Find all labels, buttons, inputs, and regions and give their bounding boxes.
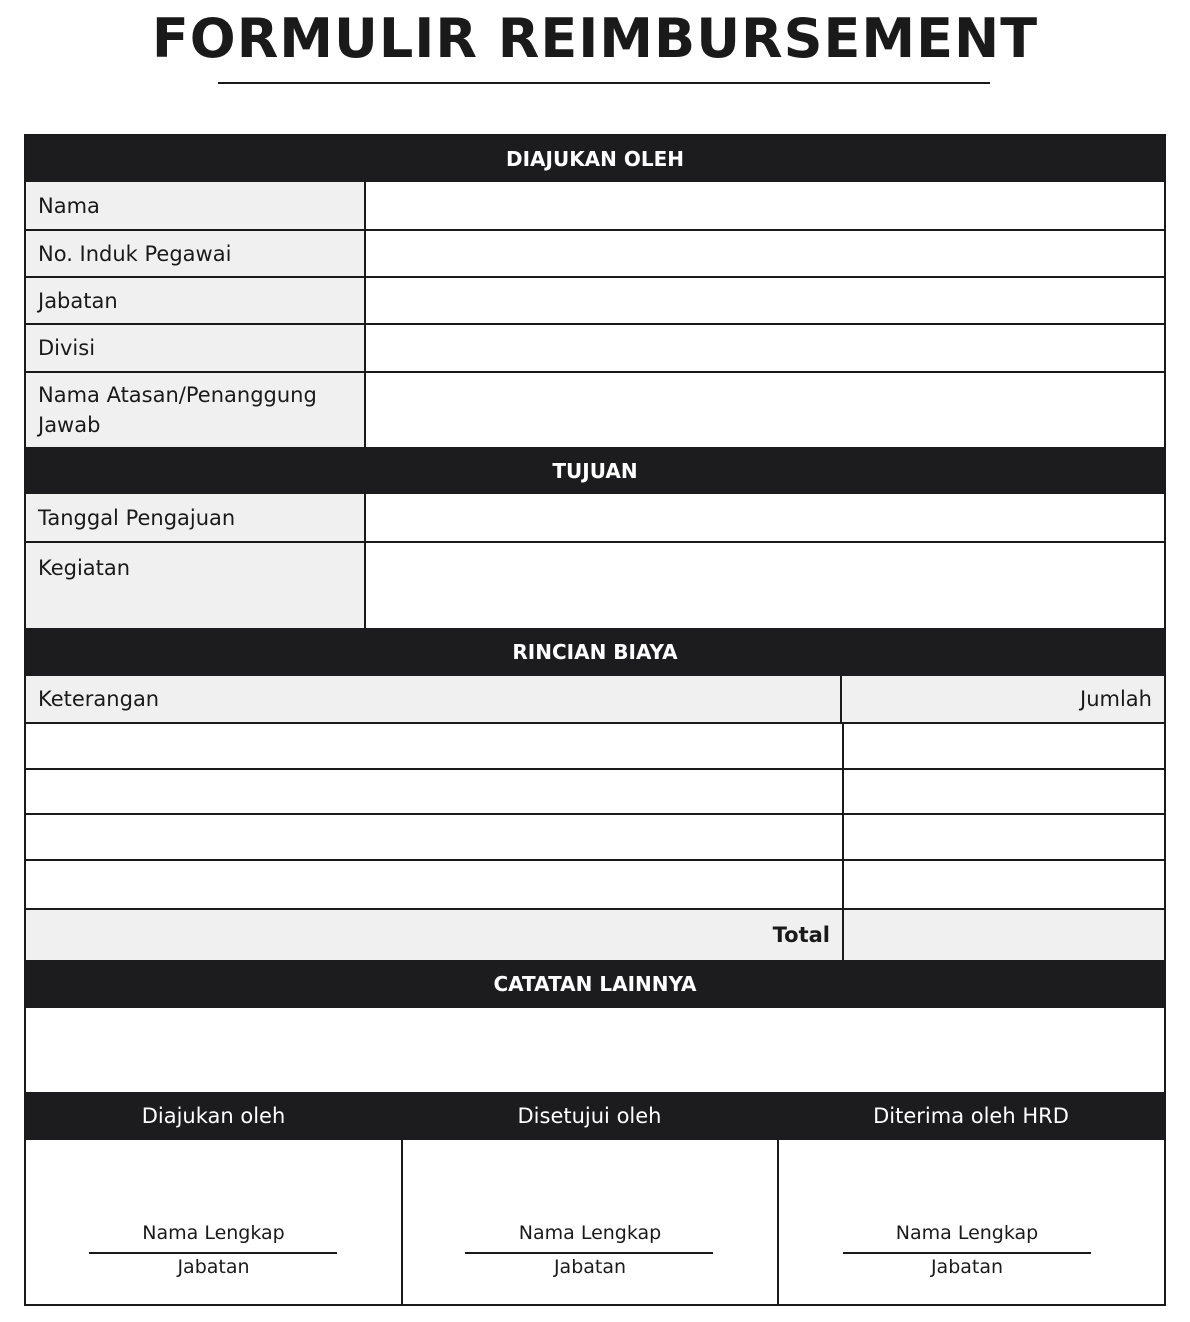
field-label-name: Nama: [26, 182, 366, 229]
field-label-position: Jabatan: [26, 278, 366, 323]
total-label: Total: [26, 910, 842, 960]
field-label-supervisor: Nama Atasan/Penanggung Jawab: [26, 373, 366, 447]
title-underline: [218, 82, 990, 84]
signature-line: [843, 1252, 1091, 1254]
page-title: FORMULIR REIMBURSEMENT: [151, 7, 1039, 70]
signature-full-name: Nama Lengkap: [895, 1222, 1039, 1244]
column-header-description: Keterangan: [26, 676, 842, 722]
signature-box-submitted[interactable]: [26, 1140, 401, 1304]
signature-line: [465, 1252, 713, 1254]
total-amount-field[interactable]: [844, 910, 1164, 960]
field-label-submission-date: Tanggal Pengajuan: [26, 494, 366, 541]
signature-position: Jabatan: [177, 1256, 250, 1278]
cost-row-description[interactable]: [26, 815, 842, 859]
signature-title-received-hrd: Diterima oleh HRD: [873, 1104, 1069, 1128]
field-input-employee-id[interactable]: [368, 231, 1164, 276]
field-input-position[interactable]: [368, 278, 1164, 323]
field-input-name[interactable]: [368, 182, 1164, 229]
field-input-division[interactable]: [368, 325, 1164, 371]
field-input-submission-date[interactable]: [368, 494, 1164, 541]
reimbursement-form: [24, 134, 1166, 1306]
cost-row-description[interactable]: [26, 724, 842, 768]
field-input-activity[interactable]: [368, 543, 1164, 628]
field-label-activity: Kegiatan: [26, 543, 366, 628]
signature-position: Jabatan: [930, 1256, 1004, 1278]
field-input-supervisor[interactable]: [368, 373, 1164, 447]
signature-box-approved[interactable]: [403, 1140, 777, 1304]
section-header-submitted-by: DIAJUKAN OLEH: [26, 136, 1164, 182]
cost-row-description[interactable]: [26, 861, 842, 908]
cost-row-amount[interactable]: [844, 770, 1164, 813]
signature-full-name: Nama Lengkap: [518, 1222, 662, 1244]
section-header-purpose: TUJUAN: [26, 447, 1164, 494]
signature-line: [89, 1252, 337, 1254]
signature-title-submitted: Diajukan oleh: [141, 1104, 286, 1128]
field-label-employee-id: No. Induk Pegawai: [26, 231, 366, 276]
signature-position: Jabatan: [553, 1256, 627, 1278]
section-header-notes: CATATAN LAINNYA: [26, 960, 1164, 1008]
cost-row-amount[interactable]: [844, 815, 1164, 859]
field-label-division: Divisi: [26, 325, 366, 371]
cost-row-amount[interactable]: [844, 861, 1164, 908]
cost-row-description[interactable]: [26, 770, 842, 813]
cost-row-amount[interactable]: [844, 724, 1164, 768]
notes-field[interactable]: [26, 1008, 1164, 1092]
header: [0, 0, 1190, 90]
signature-header-band: [26, 1092, 1164, 1140]
section-header-costs: RINCIAN BIAYA: [26, 628, 1164, 676]
signature-full-name: Nama Lengkap: [142, 1222, 285, 1244]
column-divider: [842, 724, 844, 960]
signature-box-received-hrd[interactable]: [779, 1140, 1164, 1304]
signature-title-approved: Disetujui oleh: [517, 1104, 662, 1128]
column-header-amount: Jumlah: [842, 676, 1164, 722]
